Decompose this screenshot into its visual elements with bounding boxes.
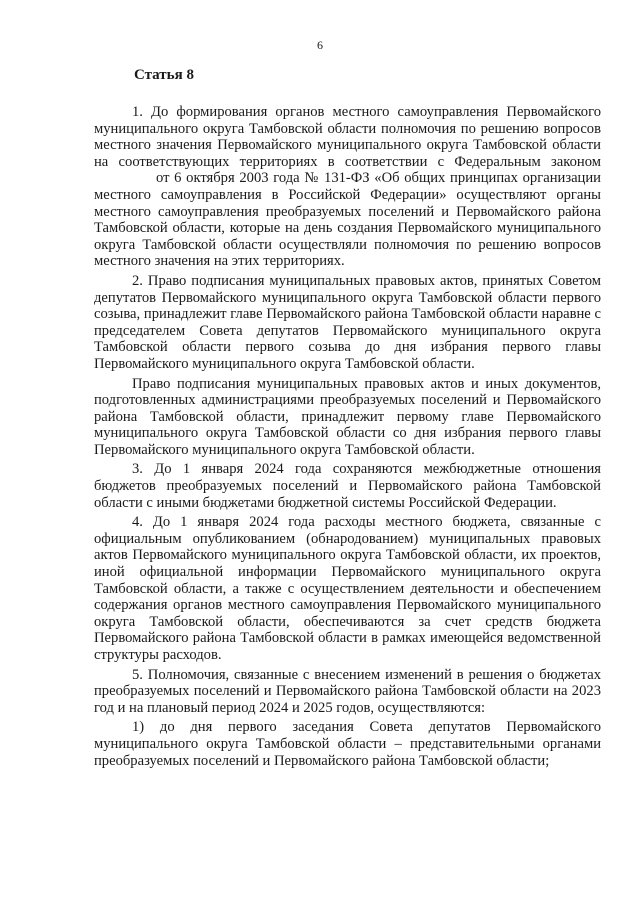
article-body bbox=[94, 104, 601, 769]
article-title: Статья 8 bbox=[134, 67, 194, 83]
paragraph-4: 4. До 1 января 2024 года расходы местного бюджета, связанные с официальным опубликованием (обнародованием) муниципальных правовых актов Первомайского муниципального округа Тамбовской области, их проектов, иной официальной информации Первомайского муниципального округа Тамбовской области, а также с осуществлением деятельности и обеспечением содержания органов местного самоуправления Первомайского муниципального округа Тамбовской области, обеспечиваются за счет средств бюджета Первомайского района Тамбовской области в рамках имеющейся ведомственной структуры расходов. bbox=[94, 514, 601, 663]
paragraph-3: 3. До 1 января 2024 года сохраняются межбюджетные отношения бюджетов преобразуемых поселений и Первомайского района Тамбовской области с иными бюджетами бюджетной системы Российской Федерации. bbox=[94, 461, 601, 511]
paragraph-5: 5. Полномочия, связанные с внесением изменений в решения о бюджетах преобразуемых поселений и Первомайского района Тамбовской области на 2023 год и на плановый период 2024 и 2025 годов, осуществляются: bbox=[94, 666, 601, 716]
paragraph-1-part-1: 1. До формирования органов местного самоуправления Первомайского муниципального округа Тамбовской области полномочия по решению вопросов местного значения Первомайского муниципального округа Тамбовской области на соответствующих территориях в соответствии с Федеральным законом bbox=[94, 104, 601, 170]
paragraph-2b: Право подписания муниципальных правовых актов и иных документов, подготовленных администрациями преобразуемых поселений и Первомайского района Тамбовской области, принадлежит первому главе Первомайского муниципального округа Тамбовской области со дня избрания первого главы Первомайского муниципального округа Тамбовской области. bbox=[94, 375, 601, 458]
page-number: 6 bbox=[317, 38, 323, 52]
paragraph-2: 2. Право подписания муниципальных правовых актов, принятых Советом депутатов Первомайского муниципального округа Тамбовской области первого созыва, принадлежит главе Первомайского района Тамбовской области наравне с председателем Совета депутатов Первомайского муниципального округа Тамбовской области первого созыва до дня избрания первого главы Первомайского муниципального округа Тамбовской области. bbox=[94, 272, 601, 372]
paragraph-1 bbox=[94, 104, 601, 270]
paragraph-5-item-1: 1) до дня первого заседания Совета депутатов Первомайского муниципального округа Тамбовской области – представительными органами преобразуемых поселений и Первомайского района Тамбовской области; bbox=[94, 719, 601, 769]
paragraph-1-part-2: от 6 октября 2003 года № 131-ФЗ «Об общих принципах организации местного самоуправления в Российской Федерации» осуществляют органы местного самоуправления преобразуемых поселений и Первомайского района Тамбовской области, которые на день создания Первомайского муниципального округа Тамбовской области осуществляли полномочия по решению вопросов местного значения на этих территориях. bbox=[94, 170, 601, 270]
